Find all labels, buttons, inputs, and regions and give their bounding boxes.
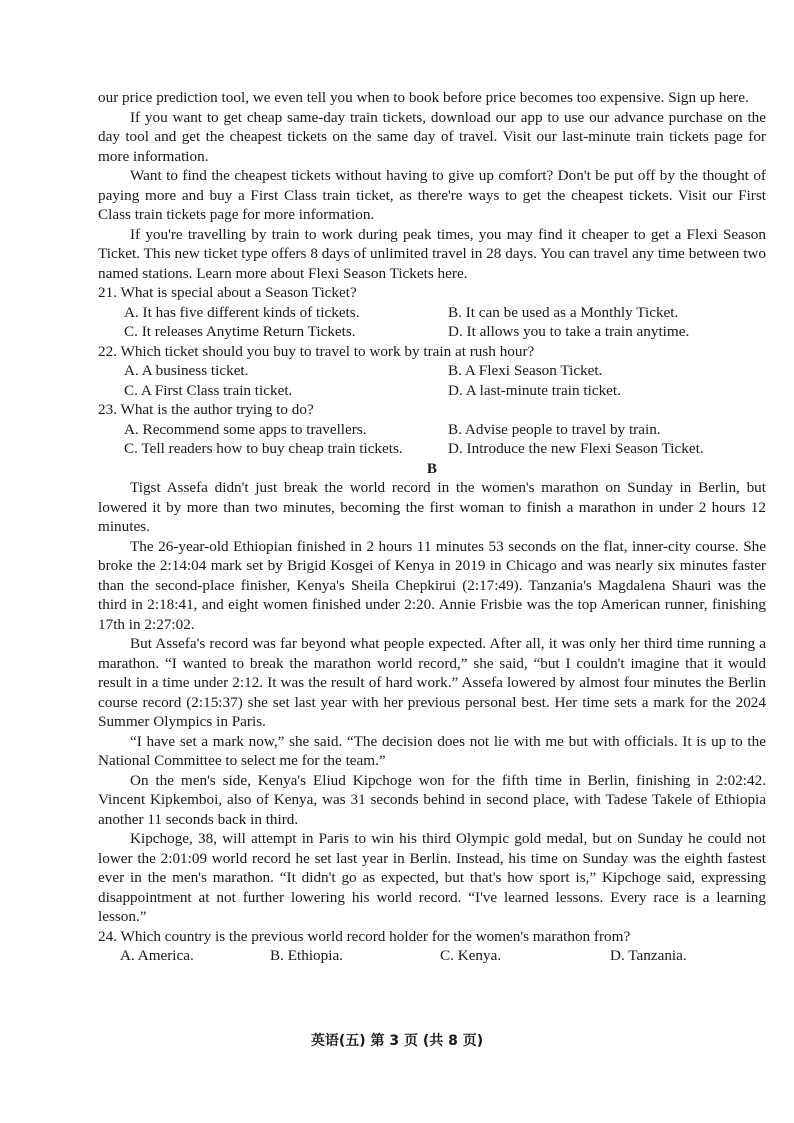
- page-footer: 英语(五) 第 3 页 (共 8 页): [310, 1033, 484, 1049]
- question-23: [98, 400, 766, 459]
- question-stem: 21. What is special about a Season Ticket?: [98, 284, 357, 301]
- option-b: B. A Flexi Season Ticket.: [448, 362, 603, 379]
- option-c: C. It releases Anytime Return Tickets.: [124, 323, 356, 340]
- option-c: C. Tell readers how to buy cheap train tickets.: [124, 440, 403, 457]
- option-a: A. America.: [120, 947, 194, 964]
- option-d: D. Introduce the new Flexi Season Ticket.: [448, 440, 704, 457]
- option-a: A. It has five different kinds of tickets.: [124, 303, 360, 321]
- passage-a-paragraph-3: Want to find the cheapest tickets without having to give up comfort? Don't be put off by the thought of paying more and buy a First Class train ticket, as there're ways to get the cheapest tickets. Visit our First Class train tickets page for more information.: [98, 167, 766, 223]
- passage-b-paragraph-1: Tigst Assefa didn't just break the world record in the women's marathon on Sunday in Berlin, but lowered it by more than two minutes, becoming the first woman to finish a marathon in under 2 hours 12 minutes.: [98, 479, 766, 535]
- option-d: D. It allows you to take a train anytime.: [448, 323, 690, 340]
- option-a: A. Recommend some apps to travellers.: [124, 420, 367, 438]
- passage-b-paragraph-3: But Assefa's record was far beyond what people expected. After all, it was only her third time running a marathon. “I wanted to break the marathon world record,” she said, “but I couldn't imagine that it would result in a time under 2:12. It was the result of hard work.” Assefa lowered by almost four minutes the Berlin course record (2:15:37) she set last year with her previous personal best. Her time sets a mark for the 2024 Summer Olympics in Paris.: [98, 635, 766, 730]
- option-b: B. Advise people to travel by train.: [448, 420, 661, 438]
- passage-a: [98, 88, 766, 966]
- passage-b: [98, 478, 766, 927]
- question-24: [98, 927, 766, 966]
- passage-b-paragraph-5: On the men's side, Kenya's Eliud Kipchoge won for the fifth time in Berlin, finishing in 2:02:42. Vincent Kipkemboi, also of Kenya, was 31 seconds behind in second place, with Tadese Takele of Ethiopia another 11 seconds back in third.: [98, 771, 766, 828]
- passage-a-paragraph-1: our price prediction tool, we even tell you when to book before price becomes too expensive. Sign up here.: [98, 89, 749, 106]
- option-c: C. Kenya.: [440, 947, 502, 964]
- passage-b-paragraph-2: The 26-year-old Ethiopian finished in 2 hours 11 minutes 53 seconds on the flat, inner-city course. She broke the 2:14:04 mark set by Brigid Kosgei of Kenya in 2019 in Chicago and was nearly six minutes faster than the second-place finisher, Kenya's Sheila Chepkirui (2:17:49). Tanzania's Magdalena Shauri was the third in 2:18:41, and eight women finished under 2:20. Annie Frisbie was the top American runner, finishing 17th in 2:27:02.: [98, 537, 766, 633]
- question-stem: 23. What is the author trying to do?: [98, 401, 314, 418]
- option-c: C. A First Class train ticket.: [124, 381, 293, 399]
- question-22: [98, 342, 766, 401]
- option-d: D. A last-minute train ticket.: [448, 381, 621, 399]
- option-a: A. A business ticket.: [124, 362, 249, 379]
- section-b-heading: B: [426, 459, 438, 477]
- question-stem: 24. Which country is the previous world record holder for the women's marathon from?: [98, 927, 631, 945]
- question-21: [98, 283, 766, 342]
- option-b: B. Ethiopia.: [270, 947, 343, 964]
- option-b: B. It can be used as a Monthly Ticket.: [448, 303, 679, 321]
- passage-b-paragraph-6: Kipchoge, 38, will attempt in Paris to win his third Olympic gold medal, but on Sunday he could not lower the 2:01:09 world record he set last year in Berlin. Instead, his time on Sunday was the eighth fastest ever in the men's marathon. “It didn't go as expected, but that's how sport is,” Kipchoge said, expressing disappointment at not further lowering his world record. “I've learned lessons. Every race is a learning lesson.”: [98, 830, 766, 925]
- option-d: D. Tanzania.: [610, 947, 687, 964]
- passage-a-paragraph-2: If you want to get cheap same-day train tickets, download our app to use our advance purchase on the day tool and get the cheapest tickets on the same day of travel. Visit our last-minute train tickets page for more information.: [98, 108, 766, 165]
- question-stem: 22. Which ticket should you buy to travel to work by train at rush hour?: [98, 342, 535, 360]
- passage-b-paragraph-4: “I have set a mark now,” she said. “The decision does not lie with me but with officials. It is up to the National Committee to select me for the team.”: [98, 732, 766, 769]
- passage-a-paragraph-4: If you're travelling by train to work during peak times, you may find it cheaper to get a Flexi Season Ticket. This new ticket type offers 8 days of unlimited travel in 28 days. You can travel any time between two named stations. Learn more about Flexi Season Tickets here.: [98, 225, 766, 282]
